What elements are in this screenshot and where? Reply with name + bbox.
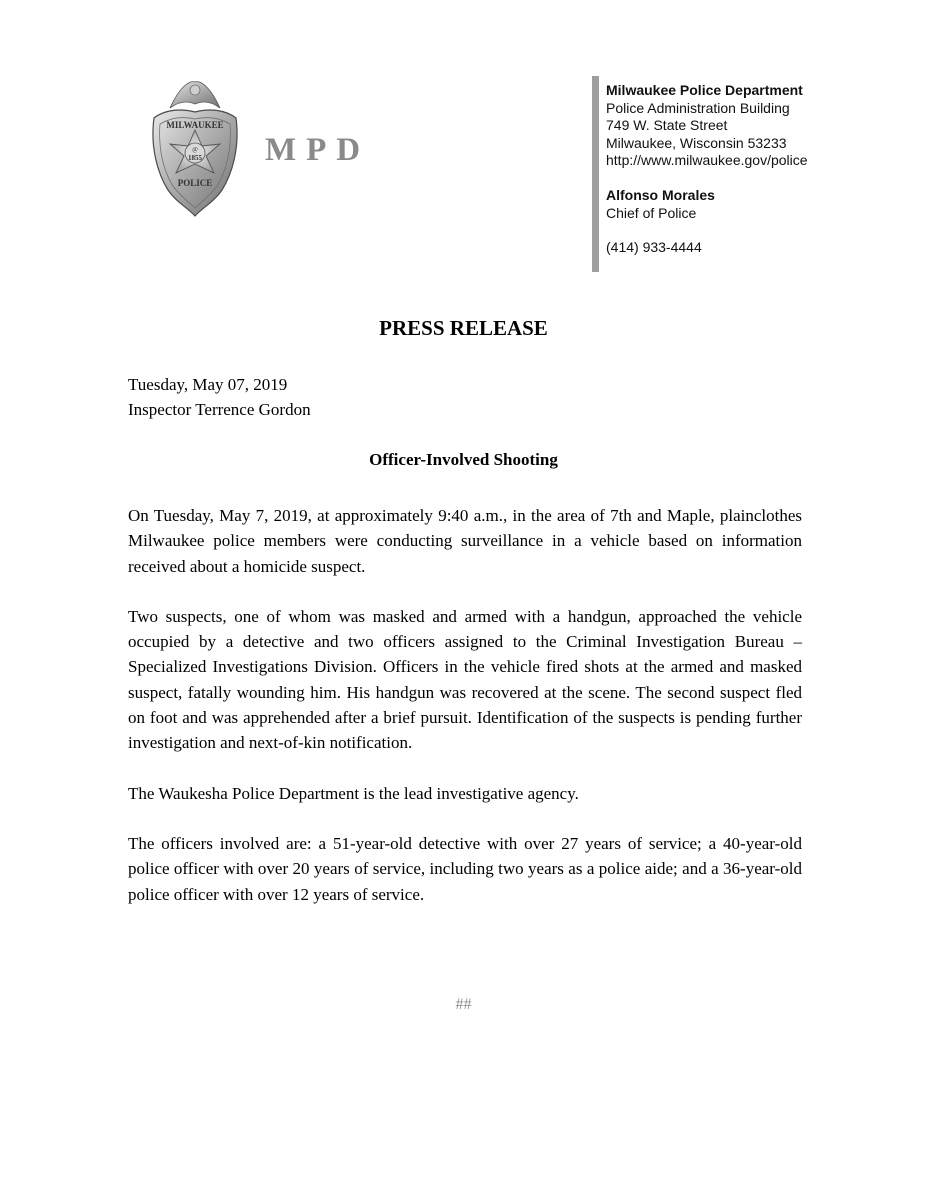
subject-heading: Officer-Involved Shooting bbox=[369, 450, 558, 469]
police-badge-icon bbox=[140, 78, 250, 218]
badge-ampersand: @ bbox=[192, 147, 198, 153]
end-mark: ## bbox=[455, 996, 472, 1013]
phone-number: (414) 933-4444 bbox=[606, 239, 702, 256]
document-title: PRESS RELEASE bbox=[379, 316, 548, 340]
contact-block bbox=[606, 82, 808, 257]
mpd-wordmark: MPD bbox=[265, 132, 371, 168]
body-paragraph: The officers involved are: a 51-year-old detective with over 27 years of service; a 40-year-old police officer with over 20 years of service, including two years as a police aide; and a 36-year-old police officer with over 12 years of service. bbox=[128, 833, 802, 904]
dateline bbox=[128, 372, 311, 422]
badge-year: 1855 bbox=[188, 154, 202, 162]
contact-divider-bar bbox=[592, 76, 599, 272]
release-author: Inspector Terrence Gordon bbox=[128, 400, 311, 419]
city-state-zip: Milwaukee, Wisconsin 53233 bbox=[606, 134, 787, 151]
police-badge-logo bbox=[140, 78, 250, 218]
building-name: Police Administration Building bbox=[606, 99, 790, 116]
body-paragraph: On Tuesday, May 7, 2019, at approximately 9:40 a.m., in the area of 7th and Maple, plainclothes Milwaukee police members were conducting surveillance in a vehicle based on information received about a homicide suspect. bbox=[128, 506, 802, 576]
badge-top-text: MILWAUKEE bbox=[166, 120, 224, 130]
badge-bottom-text: POLICE bbox=[177, 178, 213, 188]
department-name: Milwaukee Police Department bbox=[606, 82, 803, 98]
chief-name: Alfonso Morales bbox=[606, 186, 715, 203]
website-link[interactable]: http://www.milwaukee.gov/police bbox=[606, 152, 808, 169]
body-paragraph: Two suspects, one of whom was masked and armed with a handgun, approached the vehicle occupied by a detective and two officers assigned to the Criminal Investigation Bureau – Specialized Investigations Division. Officers in the vehicle fired shots at the armed and masked suspect, fatally wounding him. His handgun was recovered at the scene. The second suspect fled on foot and was apprehended after a brief pursuit. Identification of the suspects is pending further investigation and next-of-kin notification. bbox=[128, 606, 802, 753]
street-address: 749 W. State Street bbox=[606, 117, 728, 134]
chief-title: Chief of Police bbox=[606, 204, 697, 221]
body-paragraph: The Waukesha Police Department is the lead investigative agency. bbox=[128, 783, 579, 803]
release-date: Tuesday, May 07, 2019 bbox=[128, 375, 288, 394]
release-body bbox=[128, 503, 802, 932]
